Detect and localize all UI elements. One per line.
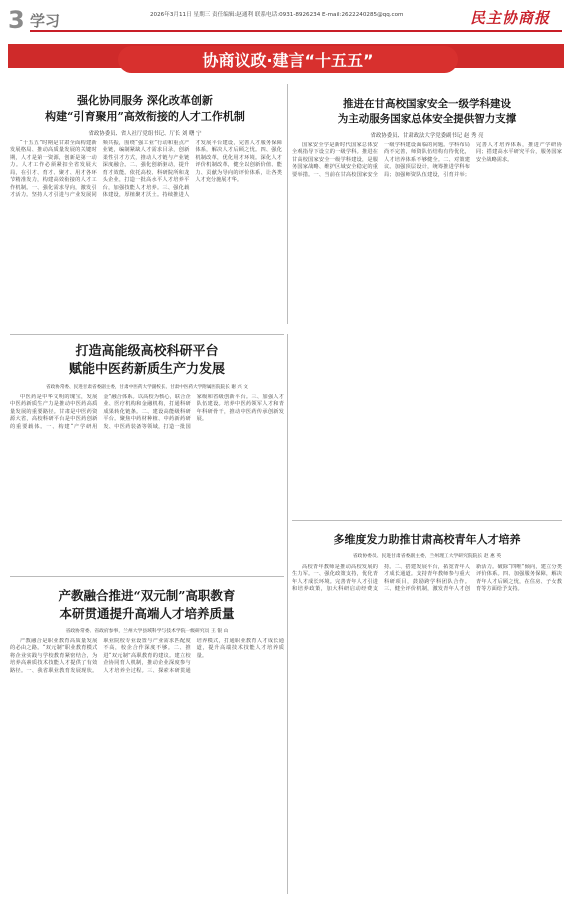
article-3-title-line-1: 打造高能级高校科研平台 (75, 344, 219, 359)
article-4-body (292, 564, 562, 894)
article-4-author: 省政协委员、民进甘肃省委副主委，兰州理工大学研究院院长 赵 惠 英 (352, 554, 502, 559)
article-4-title: 多维度发力助推甘肃高校青年人才培养 (333, 533, 521, 546)
issue-info-line: 2026年3月11日 星期三 责任编辑:赵通利 联系电话:0931-8926234 E-mail:2622240285@qq.com (150, 12, 404, 18)
article-3-body (10, 394, 284, 572)
column-divider (287, 334, 288, 894)
article-5-title-line-2: 本研贯通提升高端人才培养质量 (59, 606, 235, 621)
header-rule (30, 30, 562, 32)
article-1-text: “十五五”时期是甘肃全面构建新发展格局、推动高质量发展的关键时期，人才是第一资源，创新是第一动力。人才工作必须紧扣全省发展大局，在引才、育才、聚才、用才各环节精准发力，构建高效衔接的人才工作机制。一、强化需求导向，激发引才活力。坚持人才引进与产业发展同频共振，围绕“强工业”行动和重点产业链，编制紧缺人才需求目录，创新柔性引才方式，推动人才链与产业链深度融合。二、强化创新驱动，提升育才效能。依托高校、科研院所和龙头企业，打造一批高水平人才培养平台，加强技能人才培养。三、强化载体建设，厚植聚才沃土。持续推进人才发展平台建设，完善人才服务保障体系，解决人才后顾之忧。四、强化机制改革，优化用才环境。深化人才评价机制改革，健全以创新价值、能力、贡献为导向的评价体系，让各类人才充分施展才华。 (10, 140, 282, 199)
article-4-text: 高校青年教师是推动高校发展的生力军。一、强化政策支持，优化青年人才成长环境。完善青年人才引进和培养政策，加大科研启动经费支持。二、搭建发展平台，拓宽青年人才成长通道。支持青年教师参与重大科研项目，鼓励跨学科团队合作。三、健全评价机制，激发青年人才创新活力。破除“四唯”倾向，建立分类评价体系。四、加强服务保障，解决青年人才后顾之忧，在住房、子女教育等方面给予支持。 (292, 564, 562, 593)
section-name: 学习 (30, 12, 61, 30)
article-2-author: 省政协委员、甘肃政法大学党委副书记 赵 秀 亮 (370, 133, 484, 139)
page-number: 3 (8, 6, 25, 34)
article-2-title-line-1: 推进在甘高校国家安全一级学科建设 (343, 98, 511, 110)
article-5-body (10, 638, 284, 894)
article-3-author: 省政协常委、民进甘肃省委副主委，甘肃中医药大学副校长、甘肃中医药大学附属医院院长 谢 兴 文 (46, 385, 248, 390)
article-1-title-line-2: 构建“引育聚用”高效衔接的人才工作机制 (45, 110, 245, 123)
banner-title: 协商议政·建言“十五五” (118, 46, 458, 73)
article-1-body (10, 140, 282, 332)
article-1-title-line-1: 强化协同服务 深化改革创新 (77, 94, 213, 107)
newspaper-logo: 民主协商报 (470, 9, 551, 27)
article-3-text: 中医药是中华文明的瑰宝，发展中医药新质生产力是推动中医药高质量发展的重要路径。甘肃是中医药资源大省，高校科研平台是中医药创新的重要载体。一、构建“产学研用金”融合体系。以高校为核心，联合企业、医疗机构和金融机构，打通科研成果转化链条。二、建设高能级科研平台。聚焦中药材种植、中药新药研发、中医药装备等领域，打造一批国家级和省级创新平台。三、加强人才队伍建设。培养中医药领军人才和青年科研骨干，推动中医药传承创新发展。 (10, 394, 284, 430)
article-separator (10, 576, 284, 577)
article-5-text: 产教融合是职业教育高质量发展的必由之路。“双元制”职业教育模式将企业实践与学校教育紧密结合，为培养高素质技术技能人才提供了有效路径。一、我省职业教育发展现状。职业院校专业设置与产业需求匹配度不高，校企合作深度不够。二、推进“双元制”高职教育的建议。建立校企协同育人机制，推动企业深度参与人才培养全过程。三、探索本研贯通培养模式，打通职业教育人才成长通道，提升高端技术技能人才培养质量。 (10, 638, 284, 674)
article-separator (292, 520, 562, 521)
article-1-author: 省政协委员、省人社厅党组书记、厅长 刘 曙 宁 (88, 131, 202, 137)
article-5-author: 省政协常委、省政府参事，兰州大学县域科学与技术学院一级研究员 王 银 山 (65, 629, 229, 634)
column-divider (287, 84, 288, 324)
article-3-title-line-2: 赋能中医药新质生产力发展 (68, 362, 225, 377)
article-2-title-line-2: 为主动服务国家总体安全提供智力支撑 (337, 113, 517, 125)
article-2-body (292, 142, 562, 514)
page-header (0, 0, 570, 34)
article-5-title-line-1: 产教融合推进“双元制”高职教育 (58, 588, 236, 603)
column-banner (0, 34, 570, 78)
article-2-text: 国家安全学是新时代国家总体安全观指导下设立的一级学科。推进在甘高校国家安全一级学科建设，是服务国家战略、维护区域安全稳定的重要举措。一、当前在甘高校国家安全一级学科建设面临的问题。学科布局尚不完善，师资队伍结构有待优化，人才培养体系不够健全。二、对策建议。加强顶层设计，统筹推进学科布局；加强师资队伍建设，引育并举；完善人才培养体系，推进产学研协同；搭建高水平研究平台，服务国家安全战略需求。 (292, 142, 562, 178)
article-separator (10, 334, 284, 335)
